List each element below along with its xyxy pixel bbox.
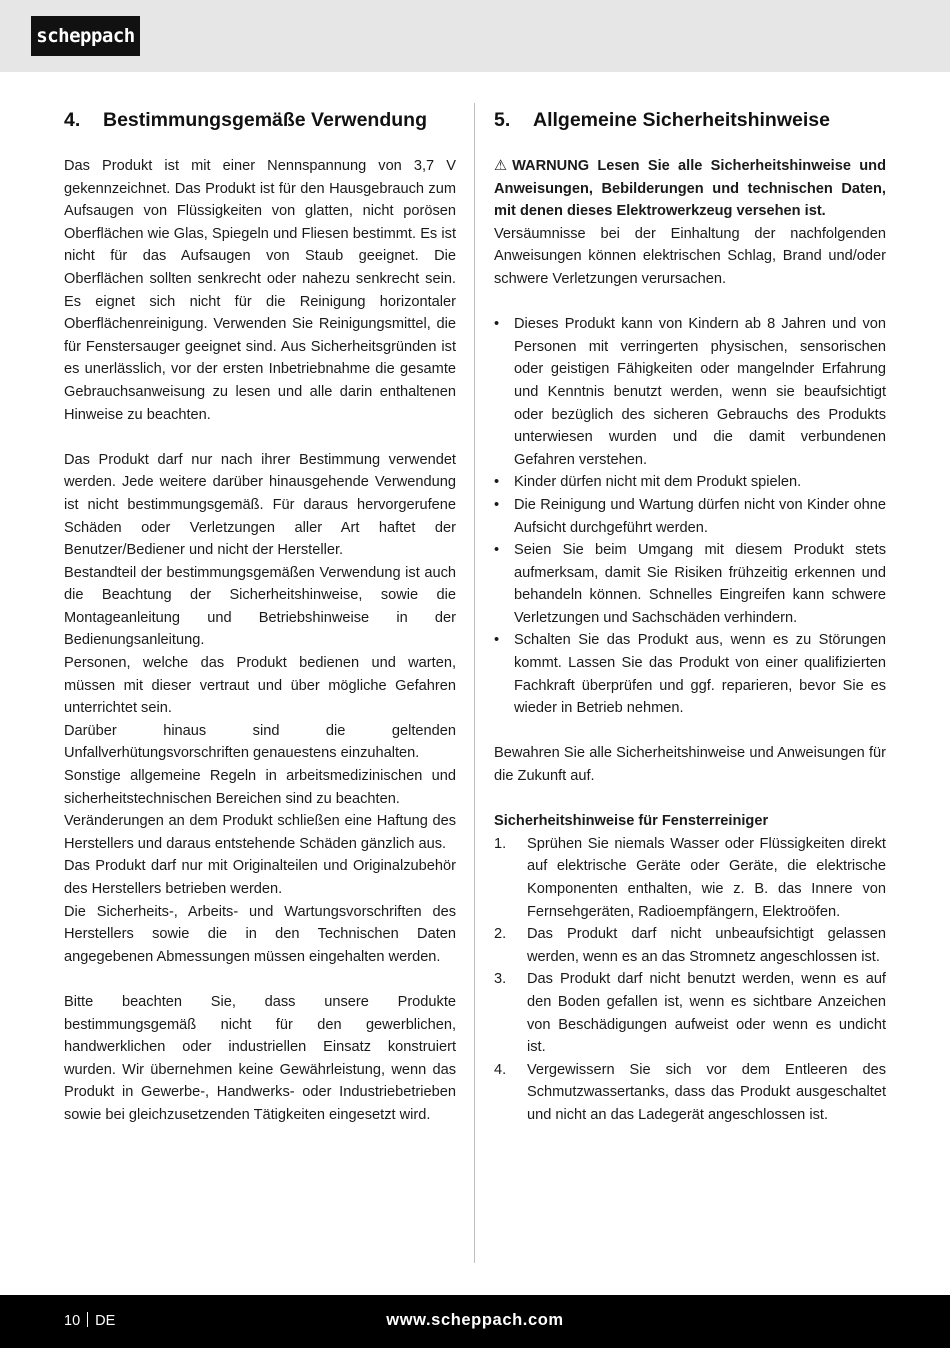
- bullet-icon: •: [494, 316, 500, 333]
- list-item: • Dieses Produkt kann von Kindern ab 8 Jahren und von Personen mit verringerten physischen, sensorischen oder geistigen Fähigkeiten oder mangelnder Erfahrung und Kenntnis benutzt werden, wenn sie beaufsichtigt oder bezüglich des sicheren Gebrauchs des Produkts unterwiesen wurden und die damit verbundenen Gefahren verstehen.: [494, 313, 886, 471]
- footer-bar: [0, 1295, 950, 1348]
- list-item: • Kinder dürfen nicht mit dem Produkt spielen.: [494, 471, 886, 494]
- item-number: 1.: [494, 835, 507, 852]
- safety-bullet-list: [494, 313, 886, 720]
- item-number: 2.: [494, 926, 507, 943]
- list-item: 3. Das Produkt darf nicht benutzt werden, wenn es auf den Boden gefallen ist, wenn es sichtbare Anzeichen von Beschädigungen aufweist oder wenn es undicht ist.: [494, 968, 886, 1058]
- list-item: 4. Vergewissern Sie sich vor dem Entleeren des Schmutzwassertanks, dass das Produkt ausgeschaltet und nicht an das Ladegerät angeschlossen ist.: [494, 1059, 886, 1127]
- language-code: DE: [95, 1313, 116, 1329]
- column-divider: [474, 103, 475, 1263]
- intro-paragraph: Versäumnisse bei der Einhaltung der nachfolgenden Anweisungen können elektrischen Schlag, Brand und/oder schwere Verletzungen verursachen.: [494, 225, 886, 287]
- section-5-heading: [494, 108, 886, 132]
- section-safety: [494, 108, 886, 1127]
- warning-triangle-icon: ⚠: [494, 158, 508, 174]
- paragraph: Das Produkt darf nur nach ihrer Bestimmung verwendet werden. Jede weitere darüber hinausgehende Verwendung ist nicht bestimmungsgemäß. Für daraus hervorgerufene Schäden oder Verletzungen aller Art haftet der Benutzer/Bediener und nicht der Hersteller.: [64, 451, 456, 559]
- item-number: 4.: [494, 1061, 507, 1078]
- heading-number: 5.: [494, 109, 511, 131]
- keep-instructions-paragraph: Bewahren Sie alle Sicherheitshinweise und Anweisungen für die Zukunft auf.: [494, 745, 886, 785]
- bullet-icon: •: [494, 632, 500, 649]
- website-link[interactable]: www.scheppach.com: [386, 1311, 564, 1329]
- subheading: Sicherheitshinweise für Fensterreiniger: [494, 813, 769, 830]
- header-bar: [0, 0, 950, 72]
- paragraph: Veränderungen an dem Produkt schließen eine Haftung des Herstellers und daraus entstehende Schäden gänzlich aus.: [64, 813, 456, 852]
- page-number: 10: [64, 1313, 81, 1329]
- list-item: 2. Das Produkt darf nicht unbeaufsichtigt gelassen werden, wenn es an das Stromnetz angeschlossen ist.: [494, 923, 886, 968]
- heading-number: 4.: [64, 109, 81, 131]
- bullet-icon: •: [494, 542, 500, 559]
- paragraph: Das Produkt darf nur mit Originalteilen und Originalzubehör des Herstellers betrieben werden.: [64, 858, 456, 897]
- paragraph: Die Sicherheits-, Arbeits- und Wartungsvorschriften des Herstellers sowie die in den Technischen Daten angegebenen Abmessungen müssen eingehalten werden.: [64, 903, 456, 965]
- list-item: • Die Reinigung und Wartung dürfen nicht von Kinder ohne Aufsicht durchgeführt werden.: [494, 494, 886, 539]
- item-number: 3.: [494, 971, 507, 988]
- scheppach-logo: scheppach: [31, 16, 140, 56]
- list-item: 1. Sprühen Sie niemals Wasser oder Flüssigkeiten direkt auf elektrische Geräte oder Geräte, die elektrische Komponenten enthalten, wie z. B. das Innere von Fernsehgeräten, Radioempfängern, Elektroöfen.: [494, 833, 886, 923]
- section-4-heading: [64, 108, 456, 132]
- paragraph: Das Produkt ist mit einer Nennspannung von 3,7 V gekennzeichnet. Das Produkt ist für den Hausgebrauch zum Aufsaugen von Flüssigkeiten von glatten, nicht porösen Oberflächen wie Glas, Spiegeln und Fliesen bestimmt. Es ist nicht für das Aufsaugen von Staub geeignet. Die Oberflächen sollten senkrecht oder nahezu senkrecht sein. Es eignet sich nicht für die Reinigung horizontaler Oberflächenreinigung. Verwenden Sie Reinigungsmittel, die für Fenstersauger geeignet sind. Aus Sicherheitsgründen ist es unerlässlich, vor der ersten Inbetriebnahme die gesamte Gebrauchsanweisung zu lesen und alle darin enthaltenen Hinweise zu beachten.: [64, 158, 456, 423]
- paragraph: Bestandteil der bestimmungsgemäßen Verwendung ist auch die Beachtung der Sicherheitshinweise, sowie die Montageanleitung und Betriebshinweise in der Bedienungsanleitung.: [64, 564, 456, 649]
- list-item: • Schalten Sie das Produkt aus, wenn es zu Störungen kommt. Lassen Sie das Produkt von einer qualifizierten Fachkraft überprüfen und ggf. reparieren, bevor Sie es wieder in Betrieb nehmen.: [494, 629, 886, 719]
- paragraph: Personen, welche das Produkt bedienen und warten, müssen mit dieser vertraut und über mögliche Gefahren unterrichtet sein.: [64, 655, 456, 717]
- heading-text: Allgemeine Sicherheitshinweise: [533, 109, 830, 131]
- warning-block: [494, 155, 886, 223]
- paragraph: Sonstige allgemeine Regeln in arbeitsmedizinischen und sicherheitstechnischen Bereichen sind zu beachten.: [64, 768, 456, 807]
- list-item: • Seien Sie beim Umgang mit diesem Produkt stets aufmerksam, damit Sie Risiken frühzeitig erkennen und behandeln können. Schnelles Eingreifen kann schwere Verletzungen und Sachschäden verhindern.: [494, 539, 886, 629]
- warning-text: WARNUNG Lesen Sie alle Sicherheitshinweise und Anweisungen, Bebilderungen und technischen Daten, mit denen dieses Elektrowerkzeug versehen ist.: [494, 158, 886, 220]
- heading-text: Bestimmungsgemäße Verwendung: [103, 109, 427, 131]
- numbered-list: [494, 833, 886, 1127]
- section-intended-use: [64, 108, 456, 1127]
- paragraph: Bitte beachten Sie, dass unsere Produkte bestimmungsgemäß nicht für den gewerblichen, handwerklichen oder industriellen Einsatz konstruiert wurden. Wir übernehmen keine Gewährleistung, wenn das Produkt in Gewerbe-, Handwerks- oder Industriebetrieben sowie bei gleichzusetzenden Tätigkeiten eingesetzt wird.: [64, 993, 456, 1123]
- bullet-icon: •: [494, 496, 500, 513]
- paragraph: Darüber hinaus sind die geltenden Unfallverhütungsvorschriften genauestens einzuhalten.: [64, 722, 456, 762]
- bullet-icon: •: [494, 474, 500, 491]
